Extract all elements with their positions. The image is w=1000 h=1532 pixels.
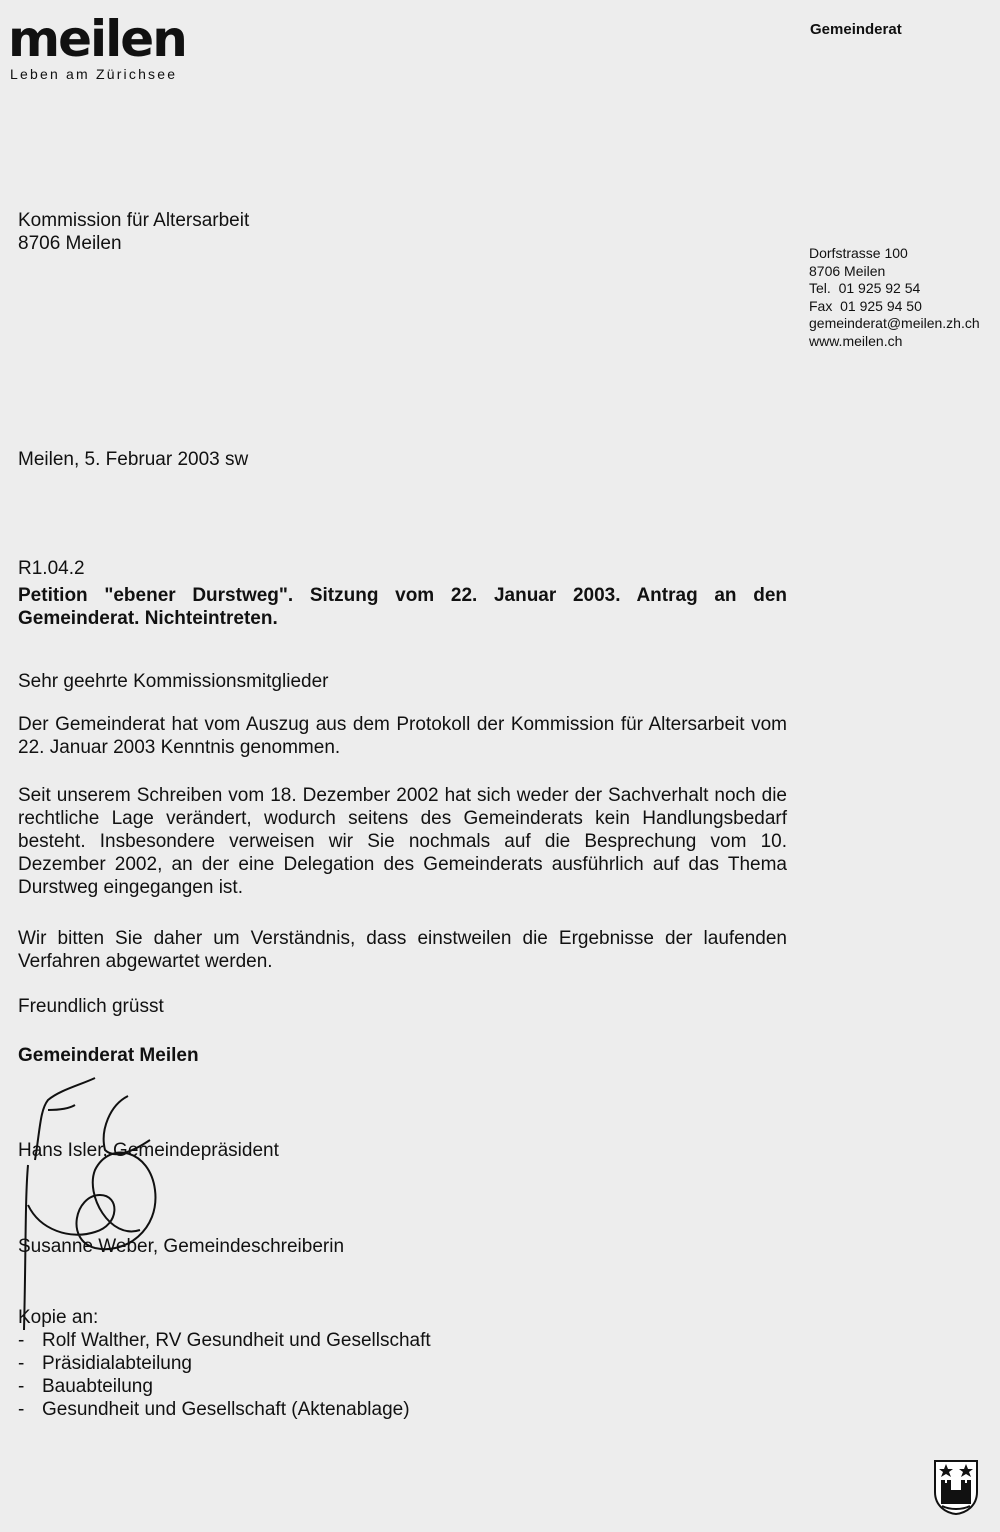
- meilen-logo: [8, 10, 186, 82]
- list-dash: -: [18, 1353, 25, 1374]
- address-city: 8706 Meilen: [809, 262, 886, 279]
- list-dash: -: [18, 1376, 25, 1397]
- subject-line: Petition "ebener Durstweg". Sitzung vom 22. Januar 2003. Antrag an den Gemeinderat. Nichteintreten.: [18, 585, 787, 629]
- copy-recipient: Gesundheit und Gesellschaft (Aktenablage): [42, 1399, 410, 1420]
- list-item: [18, 1398, 431, 1421]
- address-street: Dorfstrasse 100: [809, 245, 908, 261]
- signatory-1: Hans Isler, Gemeindepräsident: [18, 1140, 279, 1161]
- recipient-name: Kommission für Altersarbeit: [18, 210, 250, 231]
- list-item: [18, 1329, 431, 1352]
- reference-number: R1.04.2: [18, 558, 85, 579]
- copy-label: Kopie an:: [18, 1307, 99, 1328]
- copy-list: [18, 1306, 431, 1421]
- list-dash: -: [18, 1399, 25, 1420]
- municipal-coat-of-arms-icon: [932, 1458, 980, 1516]
- signatory-2: Susanne Weber, Gemeindeschreiberin: [18, 1236, 345, 1257]
- recipient-block: [18, 209, 249, 255]
- paragraph-3: Wir bitten Sie daher um Verständnis, dass einstweilen die Ergebnisse der laufenden Verfahren abgewartet werden.: [18, 928, 787, 972]
- copy-recipient: Rolf Walther, RV Gesundheit und Gesellschaft: [42, 1330, 431, 1351]
- paragraph-2: Seit unserem Schreiben vom 18. Dezember 2002 hat sich weder der Sachverhalt noch die rechtliche Lage verändert, wodurch seitens des Gemeinderats kein Handlungsbedarf besteht. Insbesondere verweisen wir Sie nochmals auf die Besprechung vom 10. Dezember 2002, an der eine Delegation des Gemeinderats ausführlich auf das Thema Durstweg eingegangen ist.: [18, 785, 787, 898]
- sender-name: Gemeinderat Meilen: [18, 1045, 199, 1066]
- copy-recipient: Bauabteilung: [42, 1376, 153, 1397]
- address-email: gemeinderat@meilen.zh.ch: [809, 315, 980, 331]
- organization-name: Gemeinderat: [810, 21, 902, 38]
- paragraph-1: Der Gemeinderat hat vom Auszug aus dem Protokoll der Kommission für Altersarbeit vom 22. Januar 2003 Kenntnis genommen.: [18, 714, 787, 758]
- copy-recipient: Präsidialabteilung: [42, 1353, 192, 1374]
- salutation: Sehr geehrte Kommissionsmitglieder: [18, 671, 329, 692]
- sender-address: [809, 245, 980, 350]
- logo-tagline: Leben am Zürichsee: [10, 66, 178, 82]
- address-website: www.meilen.ch: [809, 332, 903, 349]
- logo-wordmark: meilen: [8, 10, 186, 68]
- address-fax: Fax 01 925 94 50: [809, 297, 922, 314]
- closing: Freundlich grüsst: [18, 996, 164, 1017]
- list-item: [18, 1375, 431, 1398]
- date-line: Meilen, 5. Februar 2003 sw: [18, 449, 249, 470]
- list-dash: -: [18, 1330, 25, 1351]
- list-item: [18, 1352, 431, 1375]
- recipient-city: 8706 Meilen: [18, 233, 122, 254]
- address-phone: Tel. 01 925 92 54: [809, 280, 921, 296]
